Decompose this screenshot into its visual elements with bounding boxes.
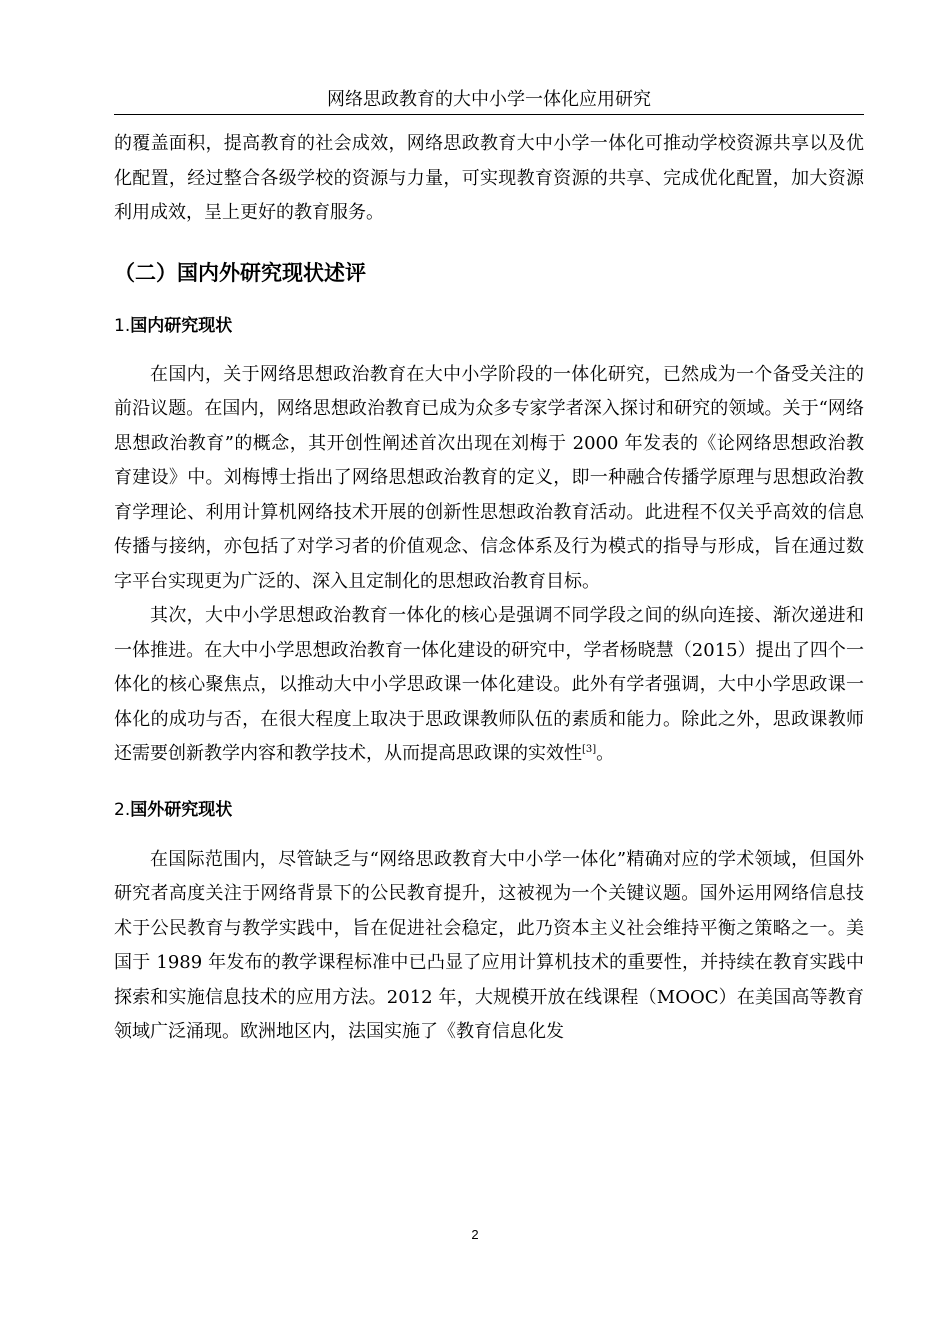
foreign-heading-number: 2. [114, 799, 131, 820]
citation-ref: [3] [582, 744, 597, 755]
domestic-paragraph-1: 在国内，关于网络思想政治教育在大中小学阶段的一体化研究，已然成为一个备受关注的前沿议题。在国内，网络思想政治教育已成为众多专家学者深入探讨和研究的领域。关于“网络思想政治教育”的概念，其开创性阐述首次出现在刘梅于 2000 年发表的《论网络思想政治教育建设》中。刘梅博士指出了网络思想政治教育的定义，即一种融合传播学原理与思想政治教育学理论、利用计算机网络技术开展的创新性思想政治教育活动。此进程不仅关乎高效的信息传播与接纳，亦包括了对学习者的价值观念、信念体系及行为模式的指导与形成，旨在通过数字平台实现更为广泛的、深入且定制化的思想政治教育目标。 [114, 363, 864, 592]
foreign-heading [114, 793, 864, 827]
page-number: 2 [471, 1227, 479, 1242]
running-header: 网络思政教育的大中小学一体化应用研究 [327, 89, 651, 110]
foreign-paragraph-1: 在国际范围内，尽管缺乏与“网络思政教育大中小学一体化”精确对应的学术领域，但国外研究者高度关注于网络背景下的公民教育提升，这被视为一个关键议题。国外运用网络信息技术于公民教育与教学实践中，旨在促进社会稳定，此乃资本主义社会维持平衡之策略之一。美国于 1989 年发布的教学课程标准中已凸显了应用计算机技术的重要性，并持续在教育实践中探索和实施信息技术的应用方法。2012 年，大规模开放在线课程（MOOC）在美国高等教育领域广泛涌现。欧洲地区内，法国实施了《教育信息化发 [114, 848, 864, 1042]
section-heading: （二）国内外研究现状述评 [114, 260, 366, 285]
intro-paragraph: 的覆盖面积，提高教育的社会成效，网络思政教育大中小学一体化可推动学校资源共享以及优化配置，经过整合各级学校的资源与力量，可实现教育资源的共享、完成优化配置，加大资源利用成效，呈上更好的教育服务。 [114, 133, 864, 223]
domestic-paragraph-2 [114, 599, 864, 772]
domestic-heading-number: 1. [114, 315, 131, 336]
domestic-heading-text: 国内研究现状 [130, 315, 233, 336]
domestic-paragraph-2-text: 其次，大中小学思想政治教育一体化的核心是强调不同学段之间的纵向连接、渐次递进和一体推进。在大中小学思想政治教育一体化建设的研究中，学者杨晓慧（2015）提出了四个一体化的核心聚焦点，以推动大中小学思政课一体化建设。此外有学者强调，大中小学思政课一体化的成功与否，在很大程度上取决于思政课教师队伍的素质和能力。除此之外，思政课教师还需要创新教学内容和教学技术，从而提高思政课的实效性 [114, 605, 864, 764]
header-divider [114, 114, 864, 115]
domestic-heading [114, 309, 864, 343]
foreign-heading-text: 国外研究现状 [130, 799, 233, 820]
domestic-paragraph-2-end: 。 [596, 743, 615, 764]
page-body [114, 127, 864, 1050]
